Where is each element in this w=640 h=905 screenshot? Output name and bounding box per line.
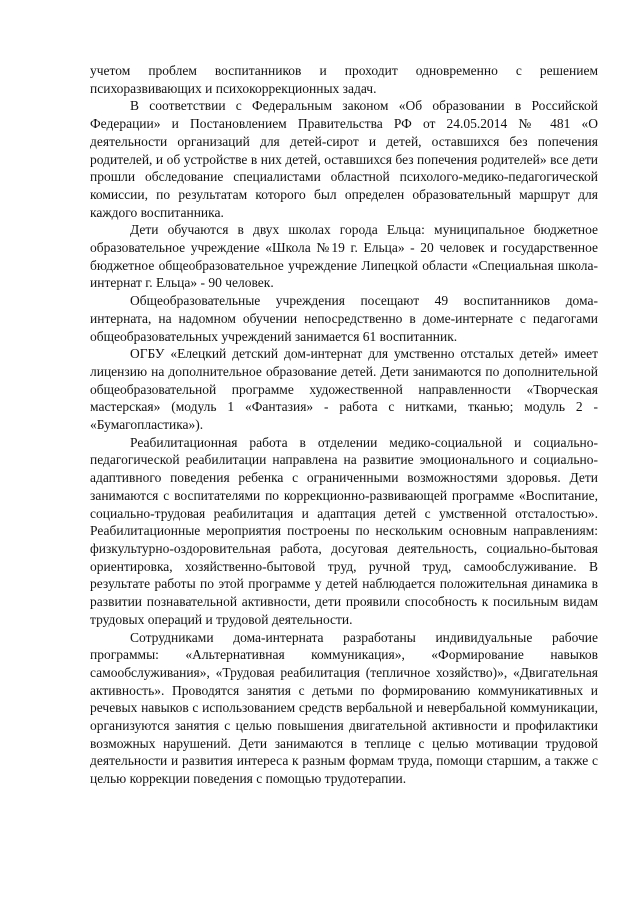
paragraph-programs: Сотрудниками дома-интерната разработаны индивидуальные рабочие программы: «Альтернативная коммуникация», «Формирование навыков самообслуживания», «Трудовая реабилитация (тепличное хозяйство)», «Двигательная активность». Проводятся занятия с детьми по формированию коммуникативных и речевых навыков с использованием средств вербальной и невербальной коммуникации, организуются занятия с целью повышения двигательной активности и профилактики возможных нарушений. Дети занимаются в теплице с целью мотивации трудовой деятельности и развития интереса к разным формам труда, помощи старшим, а также с целью коррекции поведения с помощью трудотерапии. (90, 629, 598, 787)
paragraph-continuation: учетом проблем воспитанников и проходит одновременно с решением психоразвивающих и психокоррекционных задач. (90, 63, 598, 96)
paragraph-federal-law: В соответствии с Федеральным законом «Об образовании в Российской Федерации» и Постановлением Правительства РФ от 24.05.2014 № 481 «О деятельности организаций для детей-сирот и детей, оставшихся без попечения родителей, и об устройстве в них детей, оставшихся без попечения родителей» все дети прошли обследование специалистами областной психолого-медико-педагогической комиссии, по результатам которого был определен образовательный маршрут для каждого воспитанника. (90, 98, 598, 220)
paragraph-license: ОГБУ «Елецкий детский дом-интернат для умственно отсталых детей» имеет лицензию на дополнительное образование детей. Дети занимаются по дополнительной общеобразовательной программе художественной направленности «Творческая мастерская» (модуль 1 «Фантазия» - работа с нитками, тканью; модуль 2 - «Бумагопластика»). (90, 346, 598, 433)
document-page (90, 62, 598, 788)
paragraph-attendance: Общеобразовательные учреждения посещают 49 воспитанников дома-интерната, на надомном обучении непосредственно в доме-интернате с педагогами общеобразовательных учреждений занимается 61 воспитанник. (90, 293, 598, 344)
paragraph-rehabilitation: Реабилитационная работа в отделении медико-социальной и социально-педагогической реабилитации направлена на развитие эмоционального и социально-адаптивного поведения ребенка с ограниченными возможностями здоровья. Дети занимаются с воспитателями по коррекционно-развивающей программе «Воспитание, социально-трудовая реабилитация и адаптация детей с умственной отсталостью». Реабилитационные мероприятия построены по нескольким основным направлениям: физкультурно-оздоровительная работа, досуговая деятельность, социально-бытовая ориентировка, хозяйственно-бытовой труд, ручной труд, самообслуживание. В результате работы по этой программе у детей наблюдается положительная динамика в развитии познавательной активности, дети проявили способность к посильным видам трудовых операций и трудовой деятельности. (90, 434, 598, 627)
paragraph-schools: Дети обучаются в двух школах города Ельца: муниципальное бюджетное образовательное учреждение «Школа №19 г. Ельца» - 20 человек и государственное бюджетное общеобразовательное учреждение Липецкой области «Специальная школа-интернат г. Ельца» - 90 человек. (90, 222, 598, 291)
